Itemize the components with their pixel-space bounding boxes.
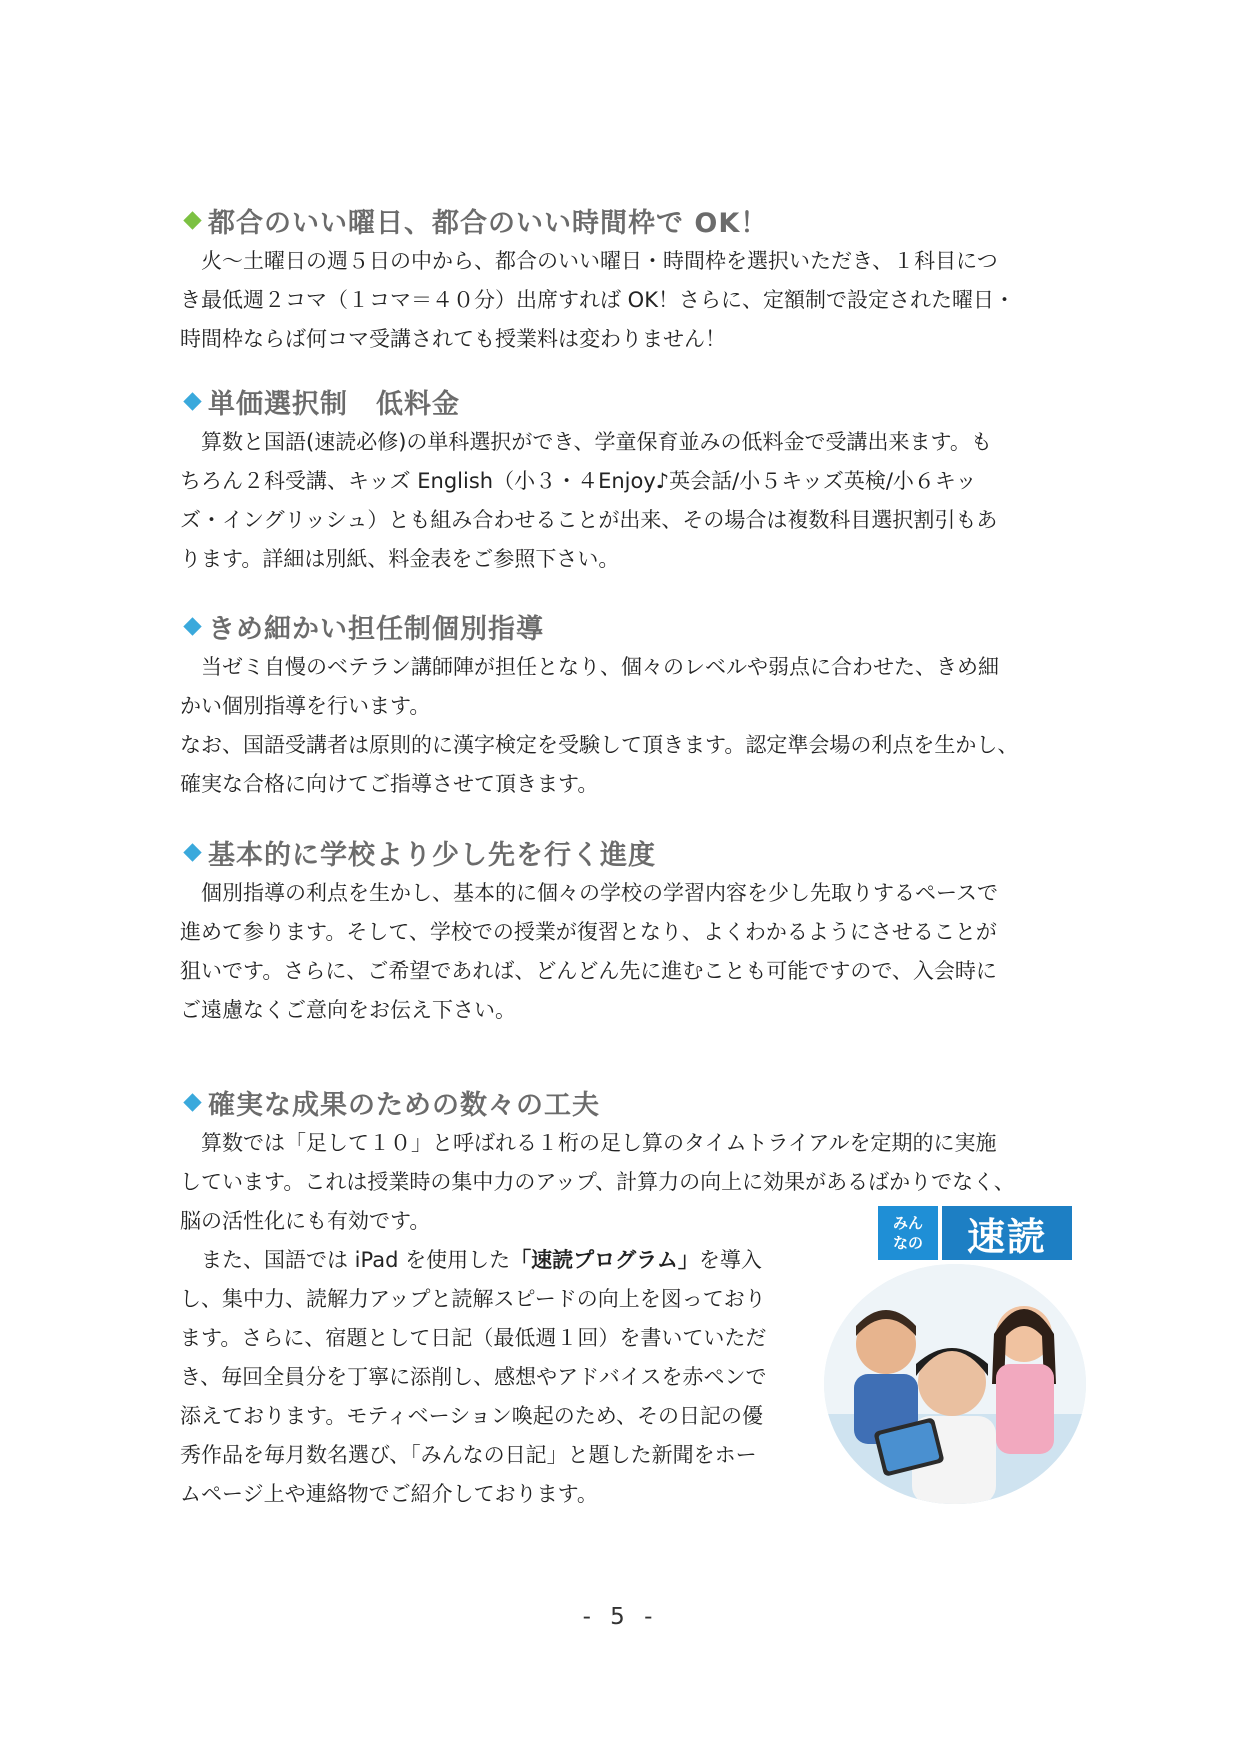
section-heading bbox=[180, 379, 1070, 423]
badge-small-line: みん bbox=[892, 1214, 923, 1232]
paragraph-line: 確実な合格に向けてご指導させて頂きます。 bbox=[180, 772, 599, 796]
paragraph-line: ムページ上や連絡物でご紹介しております。 bbox=[180, 1482, 598, 1506]
paragraph-line: 算数では「足して１０」と呼ばれる１桁の足し算のタイムトライアルを定期的に実施 bbox=[201, 1131, 997, 1155]
section-pricing bbox=[180, 379, 1070, 579]
bold-text-run: 「速読プログラム」 bbox=[510, 1248, 699, 1272]
badge-large-label: 速読 bbox=[942, 1206, 1072, 1260]
paragraph-line: 秀作品を毎月数名選び、「みんなの日記」と題した新聞をホー bbox=[180, 1443, 757, 1467]
section-pace bbox=[180, 830, 1070, 1030]
paragraph-line: 時間枠ならば何コマ受講されても授業料は変わりません！ bbox=[180, 327, 726, 351]
children-photo-circle bbox=[824, 1264, 1086, 1504]
diamond-bullet-icon bbox=[183, 392, 201, 410]
diamond-bullet-icon bbox=[183, 617, 201, 635]
diamond-bullet-icon bbox=[183, 843, 201, 861]
paragraph-line: き最低週２コマ（１コマ＝４０分）出席すれば OK！さらに、定額制で設定された曜日・ bbox=[180, 288, 1015, 312]
paragraph-line: し、集中力、読解力アップと読解スピードの向上を図っており bbox=[180, 1287, 766, 1311]
paragraph-line: 進めて参ります。そして、学校での授業が復習となり、よくわかるようにさせることが bbox=[180, 920, 997, 944]
paragraph-line: ズ・イングリッシュ）とも組み合わせることが出来、その場合は複数科目選択割引もあ bbox=[180, 508, 998, 532]
diamond-bullet-icon bbox=[183, 211, 201, 229]
section-heading bbox=[180, 1080, 1070, 1124]
paragraph-line: 算数と国語(速読必修)の単科選択ができ、学童保育並みの低料金で受講出来ます。も bbox=[201, 430, 992, 454]
section-schedule bbox=[180, 198, 1070, 359]
heading-text: 確実な成果のための数々の工夫 bbox=[208, 1089, 600, 1121]
paragraph-line: き、毎回全員分を丁寧に添削し、感想やアドバイスを赤ペンで bbox=[180, 1365, 767, 1389]
text-run: また、国語では iPad を使用した bbox=[201, 1248, 511, 1272]
heading-text: 都合のいい曜日、都合のいい時間枠で OK！ bbox=[208, 207, 769, 239]
section-heading bbox=[180, 604, 1070, 648]
speed-reading-badge bbox=[878, 1206, 1072, 1260]
badge-small-label bbox=[878, 1206, 938, 1260]
paragraph-line: しています。これは授業時の集中力のアップ、計算力の向上に効果があるばかりでなく、 bbox=[180, 1170, 1015, 1194]
heading-text: きめ細かい担任制個別指導 bbox=[208, 613, 544, 645]
section-heading bbox=[180, 830, 1070, 874]
paragraph-line: 個別指導の利点を生かし、基本的に個々の学校の学習内容を少し先取りするペースで bbox=[201, 881, 998, 905]
diamond-bullet-icon bbox=[183, 1093, 201, 1111]
paragraph-line: ます。さらに、宿題として日記（最低週１回）を書いていただ bbox=[180, 1326, 767, 1350]
paragraph-line: 当ゼミ自慢のベテラン講師陣が担任となり、個々のレベルや弱点に合わせた、きめ細 bbox=[201, 655, 999, 679]
paragraph-line: 火～土曜日の週５日の中から、都合のいい曜日・時間枠を選択いただき、１科目につ bbox=[201, 249, 998, 273]
paragraph-line: かい個別指導を行います。 bbox=[180, 694, 431, 718]
paragraph-line: 脳の活性化にも有効です。 bbox=[180, 1209, 431, 1233]
section-heading bbox=[180, 198, 1070, 242]
paragraph-line: ります。詳細は別紙、料金表をご参照下さい。 bbox=[180, 547, 620, 571]
paragraph-line: なお、国語受講者は原則的に漢字検定を受験して頂きます。認定準会場の利点を生かし、 bbox=[180, 733, 1019, 757]
heading-text: 単価選択制 低料金 bbox=[208, 388, 460, 420]
children-illustration bbox=[824, 1264, 1086, 1504]
heading-text: 基本的に学校より少し先を行く進度 bbox=[208, 839, 656, 871]
paragraph-line: ご遠慮なくご意向をお伝え下さい。 bbox=[180, 998, 516, 1022]
speed-reading-photo bbox=[824, 1206, 1086, 1502]
section-individual-guidance bbox=[180, 604, 1070, 804]
paragraph-line: ちろん２科受講、キッズ English（小３・４Enjoy♪英会話/小５キッズ英検/小６キッ bbox=[180, 469, 977, 493]
text-run: を導入 bbox=[698, 1248, 762, 1272]
badge-small-line: なの bbox=[892, 1234, 923, 1252]
paragraph-line: 狙いです。さらに、ご希望であれば、どんどん先に進むことも可能ですので、入会時に bbox=[180, 959, 997, 983]
page-number: - 5 - bbox=[582, 1604, 659, 1630]
paragraph-line: 添えております。モティベーション喚起のため、その日記の優 bbox=[180, 1404, 763, 1428]
